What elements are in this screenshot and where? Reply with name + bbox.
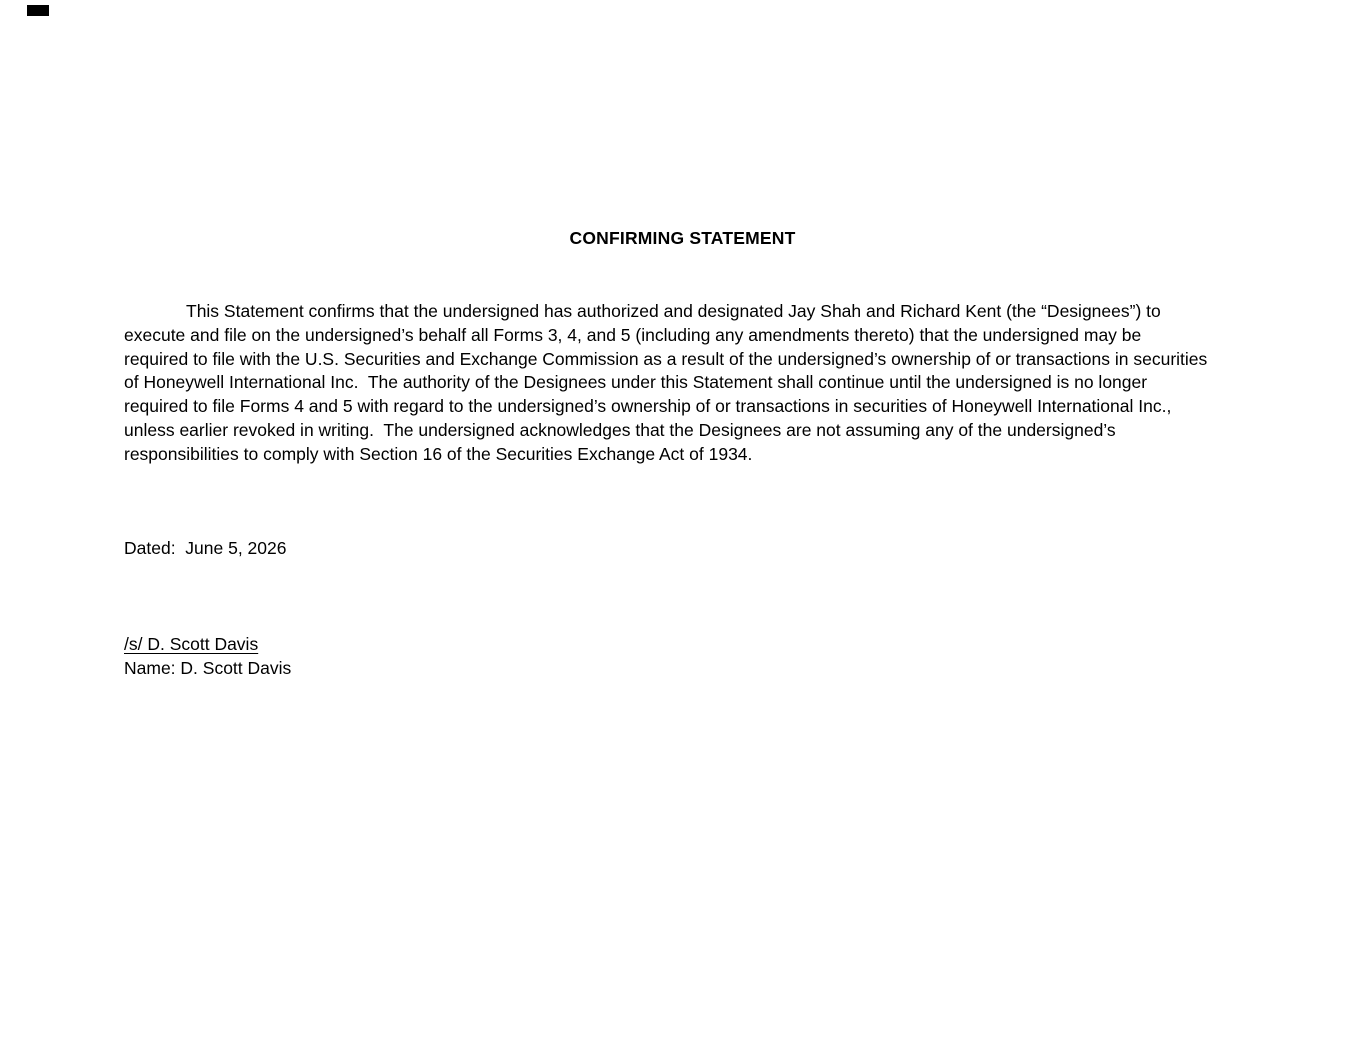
body-paragraph: This Statement confirms that the undersigned has authorized and designated Jay Shah and Richard Kent (the “Designees”) to execute and file on the undersigned’s behalf all Forms 3, 4, and 5 (including any amendments thereto) that the undersigned may be required to file with the U.S. Securities and Exchange Commission as a result of the undersigned’s ownership of or transactions in securities of Honeywell International Inc. The authority of the Designees under this Statement shall continue until the undersigned is no longer required to file Forms 4 and 5 with regard to the undersigned’s ownership of or transactions in securities of Honeywell International Inc., unless earlier revoked in writing. The undersigned acknowledges that the Designees are not assuming any of the undersigned’s responsibilities to comply with Section 16 of the Securities Exchange Act of 1934. bbox=[124, 301, 1213, 464]
signature-block bbox=[124, 633, 291, 681]
document-title: CONFIRMING STATEMENT bbox=[569, 228, 796, 248]
signatory-name-line: Name: D. Scott Davis bbox=[124, 657, 292, 678]
dated-line: Dated: June 5, 2026 bbox=[124, 538, 287, 558]
signature-line: /s/ D. Scott Davis bbox=[124, 634, 259, 654]
top-left-mark bbox=[27, 5, 49, 16]
